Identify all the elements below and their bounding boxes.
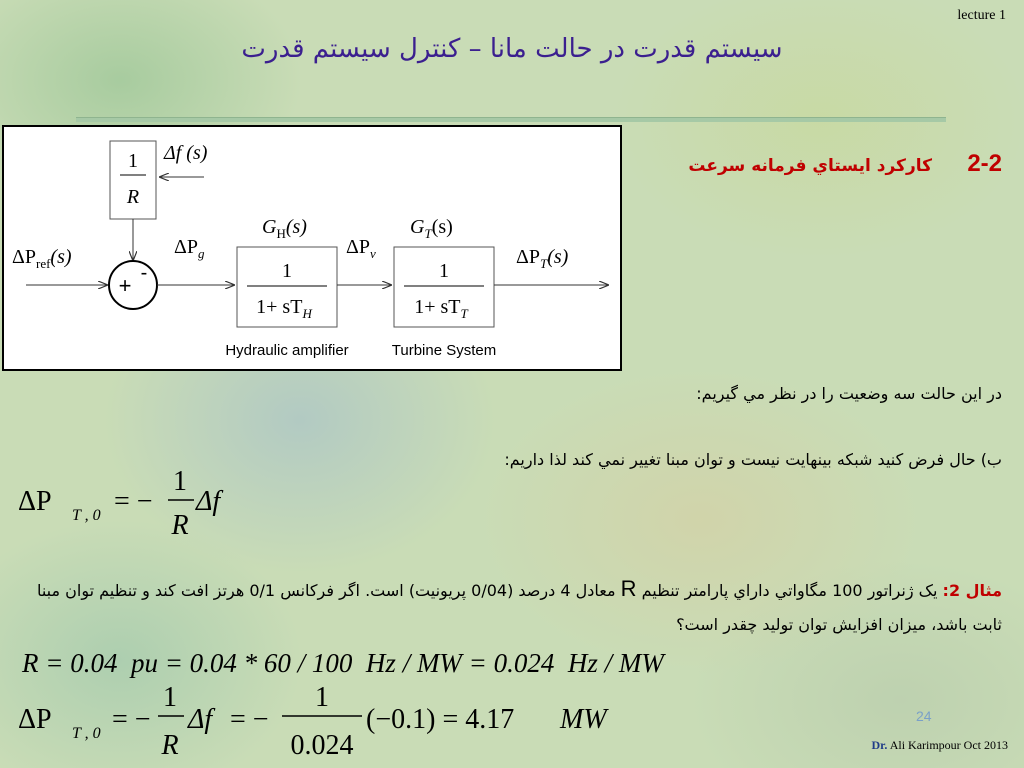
title-divider xyxy=(76,117,946,122)
eq3-equals-1: = − xyxy=(112,704,151,735)
page-number: 24 xyxy=(916,708,932,724)
eq3-lhs: ΔP xyxy=(18,704,52,735)
section-title: كاركرد ايستاي فرمانه سرعت xyxy=(688,156,932,176)
eq3-den-2: 0.024 xyxy=(290,730,354,761)
eq3-equals-2: = − xyxy=(230,704,269,735)
section-number: 2-2 xyxy=(967,150,1002,177)
equation-2 xyxy=(12,642,812,682)
eq3-f: Δf xyxy=(188,704,213,735)
sum-minus-sign: - xyxy=(140,262,148,284)
gt-num: 1 xyxy=(439,260,449,282)
example-2-text xyxy=(22,572,1002,642)
slide-title: سیستم قدرت در حالت مانا – کنترل سیستم قدرت xyxy=(241,34,783,64)
footer-author: Ali Karimpour Oct 2013 xyxy=(889,738,1008,752)
footer-credit xyxy=(871,738,1008,753)
eq1-lhs: ΔP xyxy=(18,486,52,517)
eq3-num-2: 1 xyxy=(315,682,329,713)
eq3-num-1: 1 xyxy=(163,682,177,713)
example-text-b: معادل 4 درصد (0/04 پريونيت) است. اگر فرکانس 0/1 هرتز افت کند و تنظیم توان مبنا ثابت باشد، میزان افزايش توان توليد چقدر است؟ xyxy=(36,581,1002,634)
example-label: مثال 2: xyxy=(942,581,1002,600)
eq2-text: R = 0.04 pu = 0.04 * 60 / 100 Hz / MW = 0.024 Hz / MW xyxy=(22,648,664,678)
summing-junction xyxy=(109,261,157,309)
freq-deviation-label: Δf (s) xyxy=(164,142,208,164)
gh-den: $1+ sT_H$ xyxy=(256,296,312,321)
eq1-num: 1 xyxy=(173,466,187,497)
lecture-label: lecture 1 xyxy=(957,8,1006,23)
hydraulic-caption: Hydraulic amplifier xyxy=(225,342,349,359)
eq3-tail: (−0.1) = 4.17 xyxy=(366,704,515,735)
sum-plus-sign: + xyxy=(118,273,132,298)
eq3-den-1: R xyxy=(161,730,179,761)
equation-1 xyxy=(12,462,252,542)
gt-den: $1+ sT_T$ xyxy=(414,296,468,321)
intro-text: در اين حالت سه وضعيت را در نظر مي گيريم: xyxy=(696,384,1002,403)
block-diagram xyxy=(2,125,622,371)
pg-signal-label: $\Delta P_g$ xyxy=(174,236,205,261)
example-text-a: یک ژنراتور 100 مگاواتي داراي پارامتر تنظیم xyxy=(641,581,938,600)
eq1-sub: T , 0 xyxy=(72,507,101,524)
output-signal-label: $\Delta P_T(s)$ xyxy=(516,246,569,271)
turbine-caption: Turbine System xyxy=(391,342,497,359)
feedback-den: R xyxy=(126,186,140,208)
case-b-text: ب) حال فرض کنید شبکه بینهایت نیست و توان مبنا تغییر نمي کند لذا داریم: xyxy=(504,450,1002,469)
footer-prefix: Dr. xyxy=(871,738,888,752)
eq3-sub: T , 0 xyxy=(72,725,101,742)
input-signal-label: $\Delta P_{ref}(s)$ xyxy=(12,246,72,271)
example-R: R xyxy=(620,576,637,601)
gh-num: 1 xyxy=(282,260,292,282)
eq3-unit: MW xyxy=(560,704,607,735)
eq1-rhs: Δf xyxy=(196,486,221,517)
pv-signal-label: $\Delta P_v$ xyxy=(346,236,376,261)
gt-label: $G_T(s)$ xyxy=(410,216,453,241)
eq1-den: R xyxy=(171,510,189,541)
equation-3 xyxy=(12,680,652,764)
gh-label: $G_H(s)$ xyxy=(262,216,307,241)
feedback-num: 1 xyxy=(128,150,138,172)
eq1-equals: = − xyxy=(114,486,153,517)
